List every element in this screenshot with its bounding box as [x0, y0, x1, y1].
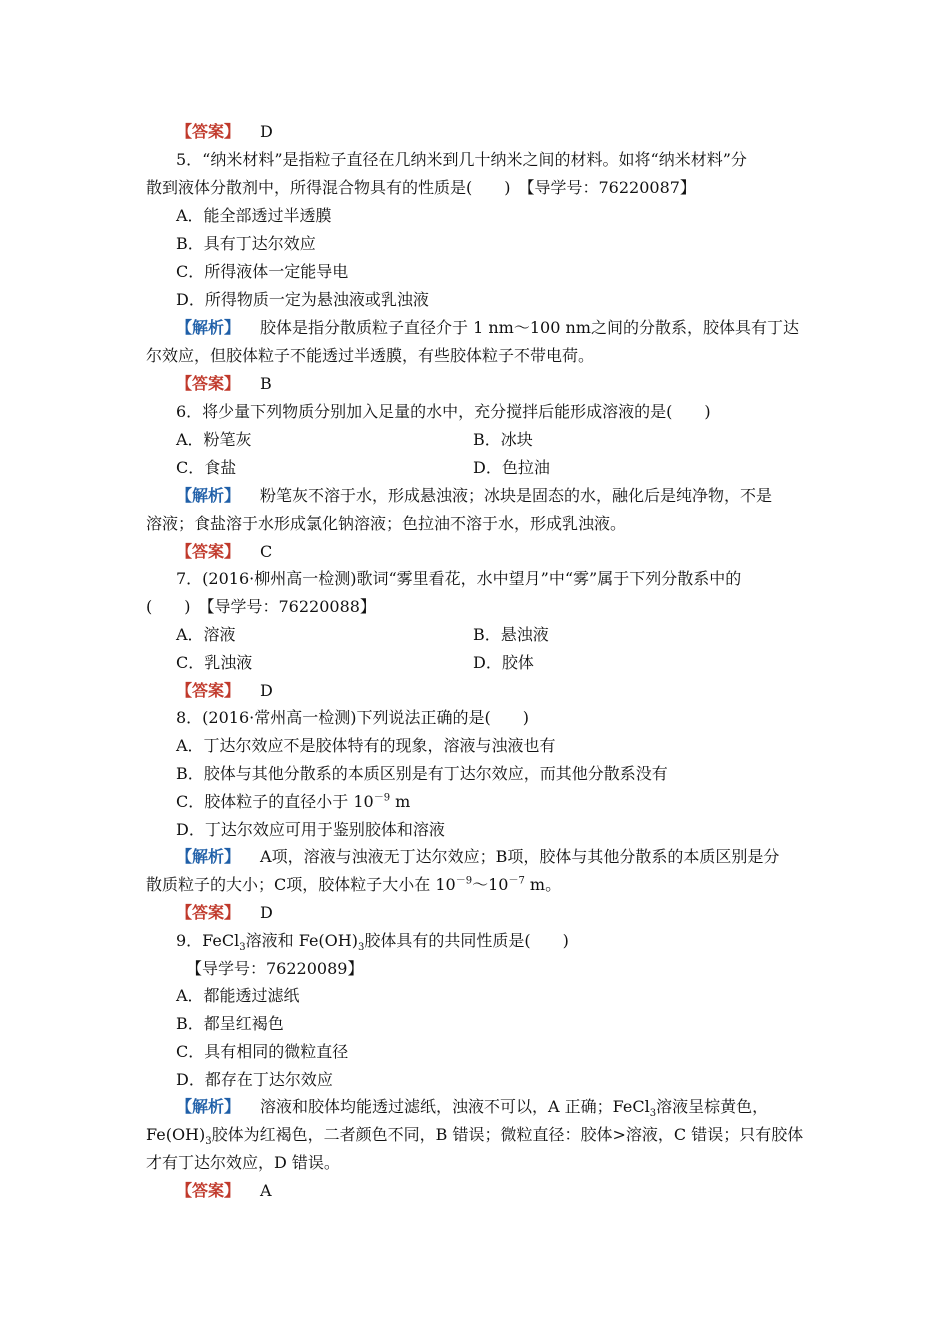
answer-line-q9: [176, 1181, 846, 1201]
analysis-line: [176, 847, 846, 867]
option-a: A．能全部透过半透膜: [176, 206, 332, 225]
option-row-ab: [176, 430, 846, 450]
option-d: D．都存在丁达尔效应: [176, 1070, 333, 1089]
analysis-tag: 【解析】: [176, 847, 241, 866]
analysis-text: 粉笔灰不溶于水，形成悬浊液；冰块是固态的水，融化后是纯净物，不是: [260, 486, 773, 505]
analysis-line-2: 溶液；食盐溶于水形成氯化钠溶液；色拉油不溶于水，形成乳浊液。: [146, 514, 627, 533]
unit: m: [390, 792, 411, 811]
answer-value: A: [260, 1181, 272, 1200]
analysis-line-2: 尔效应，但胶体粒子不能透过半透膜，有些胶体粒子不带电荷。: [146, 346, 595, 365]
answer-value: B: [260, 374, 272, 393]
subscript: 3: [649, 1108, 657, 1120]
answer-line-q5: [176, 374, 846, 394]
analysis-text: A项，溶液与浊液无丁达尔效应；B项，胶体与其他分散系的本质区别是分: [260, 847, 780, 866]
exponent: －9: [455, 875, 473, 887]
answer-tag: 【答案】: [176, 903, 241, 922]
analysis-text: 散质粒子的大小；C项，胶体粒子大小在 10: [146, 875, 456, 894]
option-c-text: C．胶体粒子的直径小于 10: [176, 792, 374, 811]
analysis-line: [176, 318, 846, 338]
subscript: 3: [357, 942, 365, 954]
analysis-tag: 【解析】: [176, 1097, 241, 1116]
option-d: D．胶体: [473, 653, 534, 672]
answer-value: D: [260, 122, 273, 141]
option-b: B．冰块: [473, 430, 533, 449]
analysis-line-2: [146, 1125, 816, 1148]
option-c: C．具有相同的微粒直径: [176, 1042, 349, 1061]
subscript: 3: [239, 942, 246, 954]
option-a: A．丁达尔效应不是胶体特有的现象，溶液与浊液也有: [176, 736, 556, 755]
option-c: [176, 792, 846, 812]
analysis-text: 溶液呈棕黄色，: [656, 1097, 769, 1116]
question-9-line-1: [176, 931, 846, 954]
question-text: 溶液和 Fe(OH): [245, 931, 358, 950]
answer-line-q6: [176, 542, 846, 562]
question-7-line-2: ( ) 【导学号：76220088】: [146, 597, 376, 616]
option-row-cd: [176, 653, 846, 673]
analysis-tag: 【解析】: [176, 318, 241, 337]
question-5-line-2: 散到液体分散剂中，所得混合物具有的性质是( ) 【导学号：76220087】: [146, 178, 696, 197]
option-b: B．具有丁达尔效应: [176, 234, 316, 253]
question-8-line-1: 8．(2016·常州高一检测)下列说法正确的是( ): [176, 708, 529, 727]
analysis-line-3: 才有丁达尔效应，D 错误。: [146, 1153, 340, 1172]
question-7-line-1: 7．(2016·柳州高一检测)歌词“雾里看花，水中望月”中“雾”属于下列分散系中的: [176, 569, 742, 588]
option-d: D．色拉油: [473, 458, 550, 477]
option-c: C．食盐: [176, 458, 237, 477]
analysis-text: ～10: [472, 875, 509, 894]
analysis-tag: 【解析】: [176, 486, 241, 505]
answer-line-q4: [176, 122, 846, 142]
answer-line-q8: [176, 903, 846, 923]
analysis-line-2: [146, 875, 816, 895]
option-row-cd: [176, 458, 846, 478]
answer-tag: 【答案】: [176, 681, 241, 700]
option-a: A．都能透过滤纸: [176, 986, 300, 1005]
option-d: D．所得物质一定为悬浊液或乳浊液: [176, 290, 429, 309]
analysis-text: 胶体为红褐色，二者颜色不同，B 错误；微粒直径：胶体>溶液，C 错误；只有胶体: [211, 1125, 804, 1144]
option-b: B．悬浊液: [473, 625, 549, 644]
unit: m。: [524, 875, 562, 894]
answer-line-q7: [176, 681, 846, 701]
option-d: D．丁达尔效应可用于鉴别胶体和溶液: [176, 820, 445, 839]
analysis-line: [176, 486, 846, 506]
option-c: C．乳浊液: [176, 653, 253, 672]
option-c: C．所得液体一定能导电: [176, 262, 349, 281]
question-text: 胶体具有的共同性质是( ): [364, 931, 569, 950]
subscript: 3: [205, 1136, 212, 1148]
answer-tag: 【答案】: [176, 122, 241, 141]
analysis-text: Fe(OH): [146, 1125, 206, 1144]
exponent: －9: [373, 792, 391, 804]
answer-value: D: [260, 903, 273, 922]
analysis-text: 胶体是指分散质粒子直径介于 1 nm～100 nm之间的分散系，胶体具有丁达: [260, 318, 799, 337]
exponent: －7: [508, 875, 525, 887]
option-row-ab: [176, 625, 846, 645]
option-b: B．都呈红褐色: [176, 1014, 284, 1033]
question-text: 9．FeCl: [176, 931, 240, 950]
option-a: A．溶液: [176, 625, 236, 644]
question-5-line-1: 5．“纳米材料”是指粒子直径在几纳米到几十纳米之间的材料。如将“纳米材料”分: [176, 150, 747, 169]
option-a: A．粉笔灰: [176, 430, 252, 449]
guide-number: 【导学号：76220089】: [186, 959, 364, 978]
option-b: B．胶体与其他分散系的本质区别是有丁达尔效应，而其他分散系没有: [176, 764, 668, 783]
answer-tag: 【答案】: [176, 1181, 241, 1200]
answer-tag: 【答案】: [176, 374, 241, 393]
answer-value: C: [260, 542, 273, 561]
analysis-line: [176, 1097, 846, 1120]
question-6-line-1: 6．将少量下列物质分别加入足量的水中，充分搅拌后能形成溶液的是( ): [176, 402, 711, 421]
analysis-text: 溶液和胶体均能透过滤纸，浊液不可以，A 正确；FeCl: [260, 1097, 650, 1116]
answer-value: D: [260, 681, 273, 700]
answer-tag: 【答案】: [176, 542, 241, 561]
